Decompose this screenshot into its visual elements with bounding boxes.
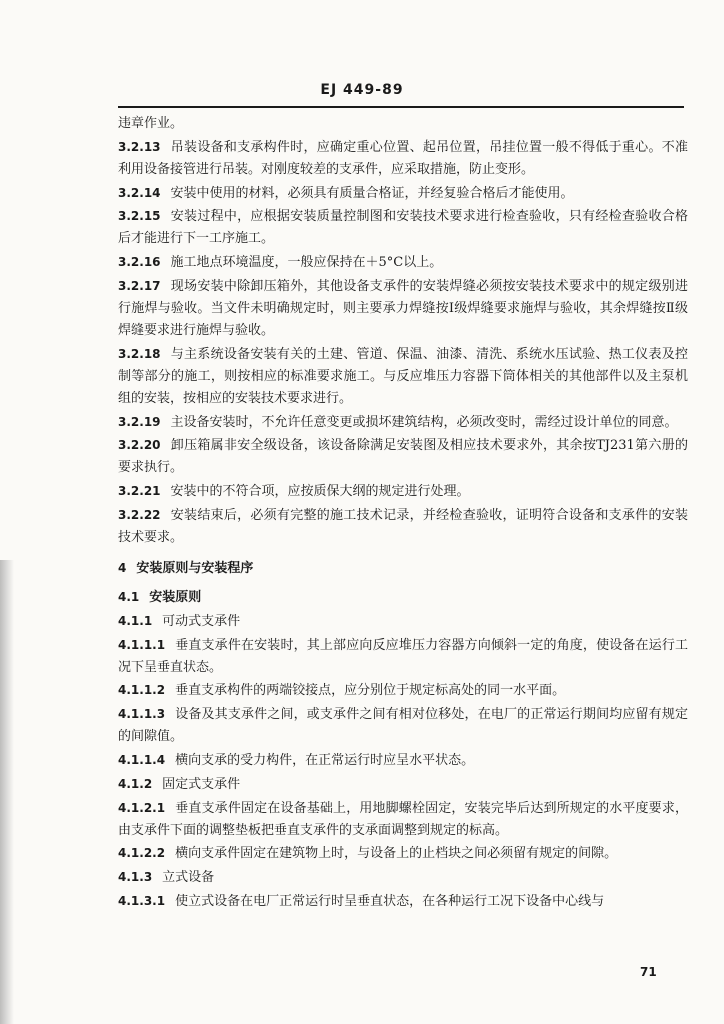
clause-paragraph [118, 797, 688, 842]
clause-paragraph [118, 703, 688, 748]
clause-paragraph [118, 480, 688, 503]
clause-paragraph [118, 434, 688, 479]
clause-number: 3.2.16 [118, 255, 161, 270]
clause-number: 4.1.1.3 [118, 707, 166, 722]
clause-number: 4.1.3 [118, 870, 153, 885]
clause-number: 4 [118, 560, 127, 575]
clause-paragraph [118, 866, 688, 889]
clause-text: 固定式支承件 [162, 776, 241, 792]
document-body [118, 113, 688, 914]
clause-paragraph [118, 251, 688, 274]
clause-text: 横向支承件固定在建筑物上时，与设备上的止档块之间必须留有规定的间隙。 [175, 846, 618, 862]
clause-text: 安装原则与安装程序 [136, 560, 254, 576]
clause-paragraph [118, 205, 688, 250]
clause-number: 4.1.1.1 [118, 637, 166, 652]
clause-text: 现场安装中除卸压箱外，其他设备支承件的安装焊缝必须按安装技术要求中的规定级别进行施焊与验收。当文件未明确规定时，则主要承力焊缝按Ⅰ级焊缝要求施焊与验收，其余焊缝按Ⅱ级焊缝要求进行施焊与验收。 [118, 278, 688, 338]
clause-text: 设备及其支承件之间，或支承件之间有相对位移处，在电厂的正常运行期间均应留有规定的间隙值。 [118, 707, 688, 745]
clause-text: 施工地点环境温度，一般应保持在＋5°C以上。 [170, 255, 443, 271]
clause-number: 4.1.2.2 [118, 846, 166, 861]
clause-number: 4.1.3.1 [118, 893, 166, 908]
page-header: EJ 449-89 [320, 82, 404, 98]
clause-paragraph [118, 634, 688, 679]
clause-text: 使立式设备在电厂正常运行时呈垂直状态，在各种运行工况下设备中心线与 [175, 893, 605, 909]
clause-paragraph [118, 275, 688, 342]
clause-text: 安装中的不符合项，应按质保大纲的规定进行处理。 [170, 484, 470, 500]
clause-text: 垂直支承件在安装时，其上部应向反应堆压力容器方向倾斜一定的角度，使设备在运行工况下呈垂直状态。 [118, 637, 688, 675]
clause-number: 3.2.20 [118, 438, 161, 453]
clause-text: 安装中使用的材料，必须具有质量合格证，并经复验合格后才能使用。 [170, 185, 574, 201]
clause-number: 3.2.15 [118, 209, 161, 224]
clause-text: 与主系统设备安装有关的土建、管道、保温、油漆、清洗、系统水压试验、热工仪表及控制等部分的施工，则按相应的标准要求施工。与反应堆压力容器下筒体相关的其他部件以及主泵机组的安装，按相应的安装技术要求进行。 [118, 346, 688, 406]
clause-number: 3.2.21 [118, 484, 161, 499]
clause-paragraph [118, 182, 688, 205]
clause-text: 立式设备 [162, 870, 215, 886]
clause-number: 4.1.1.4 [118, 752, 166, 767]
scan-edge-shadow [0, 560, 14, 1024]
page-number: 71 [640, 965, 657, 979]
clause-number: 3.2.14 [118, 185, 161, 200]
clause-paragraph [118, 890, 688, 913]
section-heading [118, 557, 688, 580]
clause-paragraph [118, 411, 688, 434]
clause-paragraph [118, 113, 688, 135]
clause-paragraph [118, 773, 688, 796]
clause-number: 3.2.17 [118, 278, 161, 293]
clause-text: 横向支承的受力构件，在正常运行时应呈水平状态。 [175, 752, 475, 768]
clause-paragraph [118, 610, 688, 633]
clause-text: 可动式支承件 [162, 613, 241, 629]
clause-paragraph [118, 679, 688, 702]
section-heading [118, 586, 688, 609]
clause-number: 4.1.1.2 [118, 683, 166, 698]
clause-number: 4.1.2 [118, 776, 153, 791]
clause-paragraph [118, 343, 688, 410]
clause-text: 主设备安装时，不允许任意变更或损坏建筑结构，必须改变时，需经过设计单位的同意。 [170, 414, 678, 430]
clause-text: 安装过程中，应根据安装质量控制图和安装技术要求进行检查验收，只有经检查验收合格后才能进行下一工序施工。 [118, 209, 688, 247]
clause-number: 3.2.19 [118, 414, 161, 429]
clause-paragraph [118, 136, 688, 181]
clause-text: 吊装设备和支承构件时，应确定重心位置、起吊位置，吊挂位置一般不得低于重心。不准利用设备接管进行吊装。对刚度较差的支承件，应采取措施，防止变形。 [118, 139, 688, 177]
clause-number: 3.2.22 [118, 507, 161, 522]
clause-paragraph [118, 749, 688, 772]
clause-text: 安装原则 [149, 589, 202, 605]
header-rule [118, 106, 684, 108]
clause-paragraph [118, 504, 688, 549]
clause-number: 4.1.1 [118, 613, 153, 628]
clause-number: 4.1 [118, 589, 140, 604]
clause-text: 违章作业。 [118, 116, 184, 131]
clause-text: 垂直支承件固定在设备基础上，用地脚螺栓固定，安装完毕后达到所规定的水平度要求，由支承件下面的调整垫板把垂直支承件的支承面调整到规定的标高。 [118, 800, 688, 838]
clause-text: 安装结束后，必须有完整的施工技术记录，并经检查验收，证明符合设备和支承件的安装技术要求。 [118, 507, 688, 545]
clause-paragraph [118, 842, 688, 865]
clause-text: 卸压箱属非安全级设备，该设备除满足安装图及相应技术要求外，其余按TJ231第六册的要求执行。 [118, 438, 688, 476]
clause-text: 垂直支承构件的两端铰接点，应分别位于规定标高处的同一水平面。 [175, 683, 566, 699]
clause-number: 3.2.18 [118, 346, 161, 361]
clause-number: 3.2.13 [118, 139, 161, 154]
clause-number: 4.1.2.1 [118, 800, 166, 815]
